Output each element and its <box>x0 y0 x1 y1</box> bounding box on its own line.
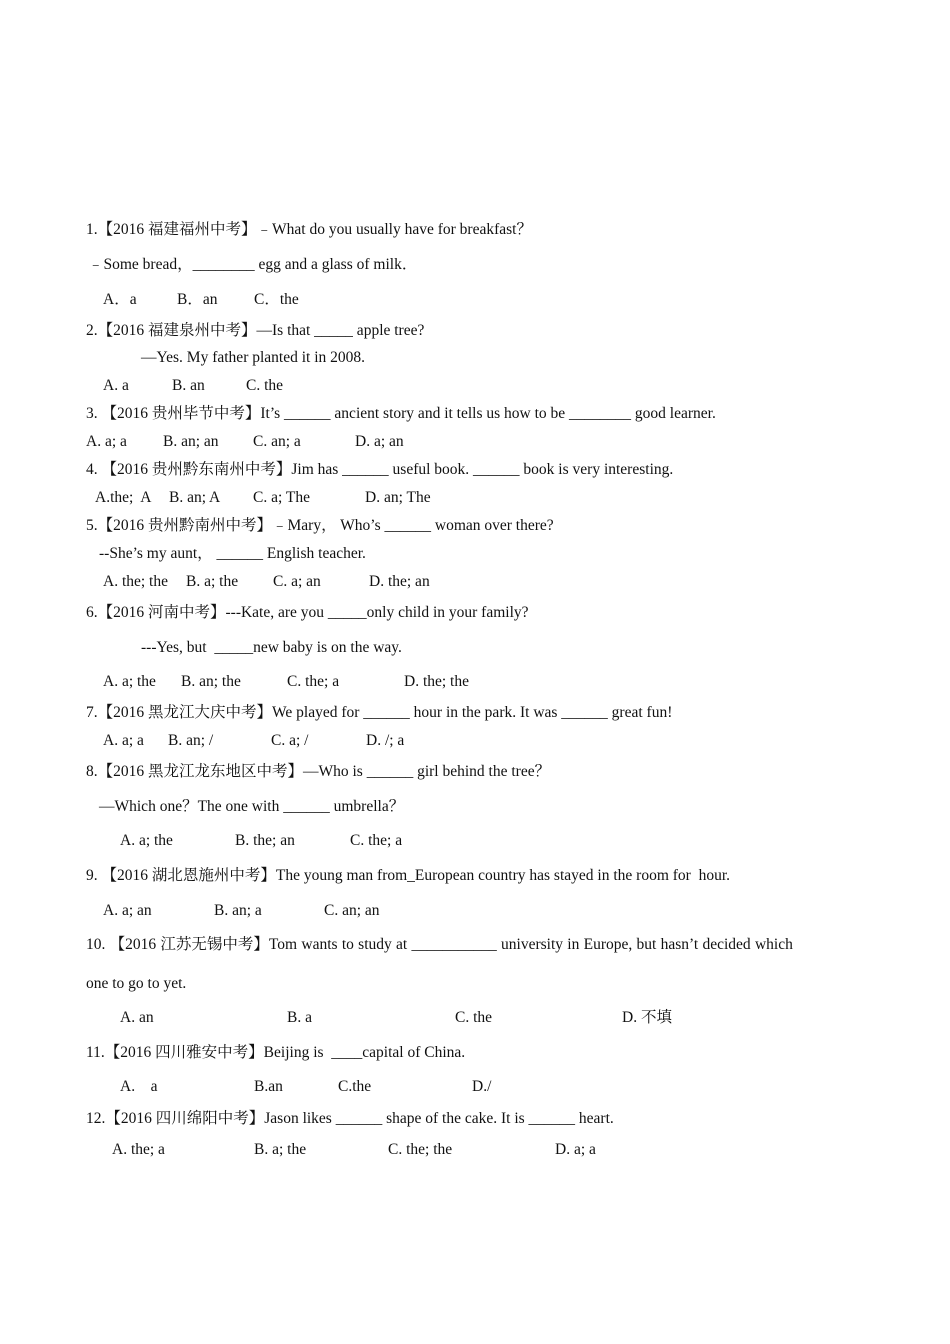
question-11-option-c: C.the <box>338 1078 372 1095</box>
question-7-option-a: A. a; a <box>103 732 144 749</box>
question-4-option-a: A.the; A <box>95 489 152 506</box>
question-8-option-a: A. a; the <box>120 832 173 849</box>
question-5-line-2: --She’s my aunt， ______ English teacher. <box>99 545 366 562</box>
question-4-option-c: C. a; The <box>253 489 310 506</box>
question-11-option-d: D./ <box>472 1078 492 1095</box>
question-7-option-b: B. an; / <box>168 732 214 749</box>
question-9-option-a: A. a; an <box>103 902 152 919</box>
question-5-option-d: D. the; an <box>369 573 430 590</box>
question-6-option-b: B. an; the <box>181 673 241 690</box>
question-11-stem: 11.【2016 四川雅安中考】Beijing is ____capital of China. <box>86 1044 466 1061</box>
question-9-stem: 9. 【2016 湖北恩施州中考】The young man from_European country has stayed in the room for hour. <box>86 867 730 884</box>
question-10-stem: 10. 【2016 江苏无锡中考】Tom wants to study at ___________ university in Europe, but hasn’t decided which <box>86 936 793 953</box>
question-4-option-b: B. an; A <box>169 489 221 506</box>
question-5-option-a: A. the; the <box>103 573 168 590</box>
question-8-option-b: B. the; an <box>235 832 295 849</box>
question-3-stem: 3. 【2016 贵州毕节中考】It’s ______ ancient story and it tells us how to be ________ good learner. <box>86 405 716 422</box>
question-11-option-b: B.an <box>254 1078 283 1095</box>
question-3-option-b: B. an; an <box>163 433 219 450</box>
question-9-option-b: B. an; a <box>214 902 262 919</box>
question-12-option-a: A. the; a <box>112 1141 165 1158</box>
question-8-stem: 8.【2016 黑龙江龙东地区中考】—Who is ______ girl behind the tree？ <box>86 763 551 780</box>
question-12-option-b: B. a; the <box>254 1141 307 1158</box>
question-1-line-2: ﹣Some bread，________ egg and a glass of milk． <box>88 256 418 273</box>
question-12-option-c: C. the; the <box>388 1141 453 1158</box>
question-2-stem: 2.【2016 福建泉州中考】—Is that _____ apple tree? <box>86 322 425 339</box>
question-7-stem: 7.【2016 黑龙江大庆中考】We played for ______ hour in the park. It was ______ great fun! <box>86 704 673 721</box>
question-5-option-b: B. a; the <box>186 573 239 590</box>
question-6-line-2: ---Yes, but _____new baby is on the way. <box>141 639 402 656</box>
question-6-stem: 6.【2016 河南中考】---Kate, are you _____only child in your family? <box>86 604 529 621</box>
question-3-option-c: C. an; a <box>253 433 301 450</box>
question-8-option-c: C. the; a <box>350 832 403 849</box>
question-4-option-d: D. an; The <box>365 489 431 506</box>
question-6-option-d: D. the; the <box>404 673 469 690</box>
question-3-option-a: A. a; a <box>86 433 127 450</box>
question-11-option-a: A. a <box>120 1078 158 1095</box>
question-1-option-b: B．an <box>177 291 218 308</box>
question-10-option-d: D. 不填 <box>622 1009 672 1026</box>
question-3-option-d: D. a; an <box>355 433 404 450</box>
question-1-stem: 1.【2016 福建福州中考】﹣What do you usually have for breakfast？ <box>86 221 532 238</box>
question-2-line-2: —Yes. My father planted it in 2008. <box>141 349 366 366</box>
question-1-option-a: A．a <box>103 291 137 308</box>
question-5-stem: 5.【2016 贵州黔南州中考】﹣Mary， Who’s ______ woman over there? <box>86 517 554 534</box>
question-6-option-a: A. a; the <box>103 673 156 690</box>
question-10-option-a: A. an <box>120 1009 154 1026</box>
question-10-option-c: C. the <box>455 1009 493 1026</box>
question-6-option-c: C. the; a <box>287 673 340 690</box>
question-8-line-2: —Which one？The one with ______ umbrella？ <box>99 798 405 815</box>
question-12-stem: 12.【2016 四川绵阳中考】Jason likes ______ shape of the cake. It is ______ heart. <box>86 1110 614 1127</box>
question-7-option-c: C. a; / <box>271 732 309 749</box>
question-1-option-c: C．the <box>254 291 299 308</box>
question-4-stem: 4. 【2016 贵州黔东南州中考】Jim has ______ useful book. ______ book is very interesting. <box>86 461 674 478</box>
question-7-option-d: D. /; a <box>366 732 405 749</box>
question-5-option-c: C. a; an <box>273 573 321 590</box>
question-10-option-b: B. a <box>287 1009 312 1026</box>
question-12-option-d: D. a; a <box>555 1141 596 1158</box>
question-2-option-c: C. the <box>246 377 284 394</box>
question-2-option-b: B. an <box>172 377 205 394</box>
question-9-option-c: C. an; an <box>324 902 380 919</box>
question-10-line-2: one to go to yet. <box>86 975 187 992</box>
question-2-option-a: A. a <box>103 377 129 394</box>
